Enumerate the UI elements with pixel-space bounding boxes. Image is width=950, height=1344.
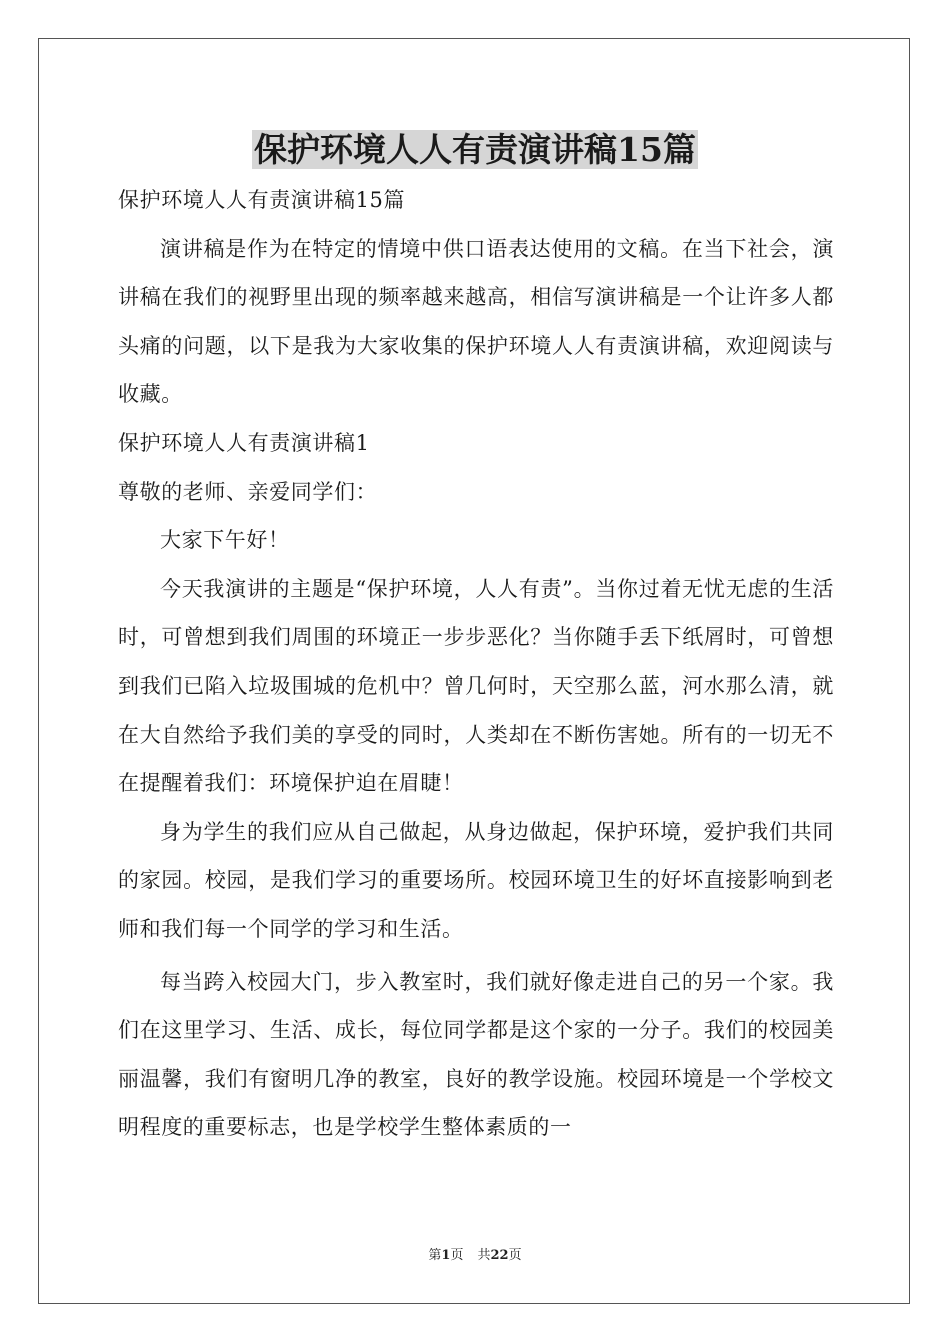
page-prefix: 第 (428, 1248, 442, 1263)
page-suffix: 页 (450, 1248, 464, 1263)
intro-paragraph: 演讲稿是作为在特定的情境中供口语表达使用的文稿。在当下社会，演讲稿在我们的视野里出现的频率越来越高，相信写演讲稿是一个让许多人都头痛的问题，以下是我为大家收集的保护环境人人有责演讲稿，欢迎阅读与收藏。 (118, 236, 834, 407)
body-paragraph-3: 每当跨入校园大门，步入教室时，我们就好像走进自己的另一个家。我们在这里学习、生活、成长，每位同学都是这个家的一分子。我们的校园美丽温馨，我们有窗明几净的教室，良好的教学设施。校园环境是一个学校文明程度的重要标志，也是学校学生整体素质的一 (118, 969, 834, 1140)
document-body (118, 176, 834, 1152)
total-suffix: 页 (508, 1248, 522, 1263)
total-prefix: 共 (477, 1248, 491, 1263)
section-heading: 保护环境人人有责演讲稿1 (118, 430, 370, 455)
page-total: 22 (490, 1248, 509, 1263)
page-current: 1 (441, 1248, 451, 1263)
greeting-paragraph: 大家下午好！ (160, 528, 290, 553)
body-paragraph-1: 今天我演讲的主题是“保护环境，人人有责”。当你过着无忧无虑的生活时，可曾想到我们周围的环境正一步步恶化？当你随手丢下纸屑时，可曾想到我们已陷入垃圾围城的危机中？曾几何时，天空那么蓝，河水那么清，就在大自然给予我们美的享受的同时，人类却在不断伤害她。所有的一切无不在提醒着我们：环境保护迫在眉睫！ (118, 576, 834, 796)
page-footer (0, 1247, 950, 1265)
document-title-text: 保护环境人人有责演讲稿15篇 (254, 130, 696, 169)
body-paragraph-2: 身为学生的我们应从自己做起，从身边做起，保护环境，爱护我们共同的家园。校园，是我们学习的重要场所。校园环境卫生的好坏直接影响到老师和我们每一个同学的学习和生活。 (118, 819, 834, 941)
document-title (0, 128, 950, 172)
subtitle-paragraph: 保护环境人人有责演讲稿15篇 (118, 188, 406, 212)
salutation-paragraph: 尊敬的老师、亲爱同学们： (118, 479, 378, 504)
